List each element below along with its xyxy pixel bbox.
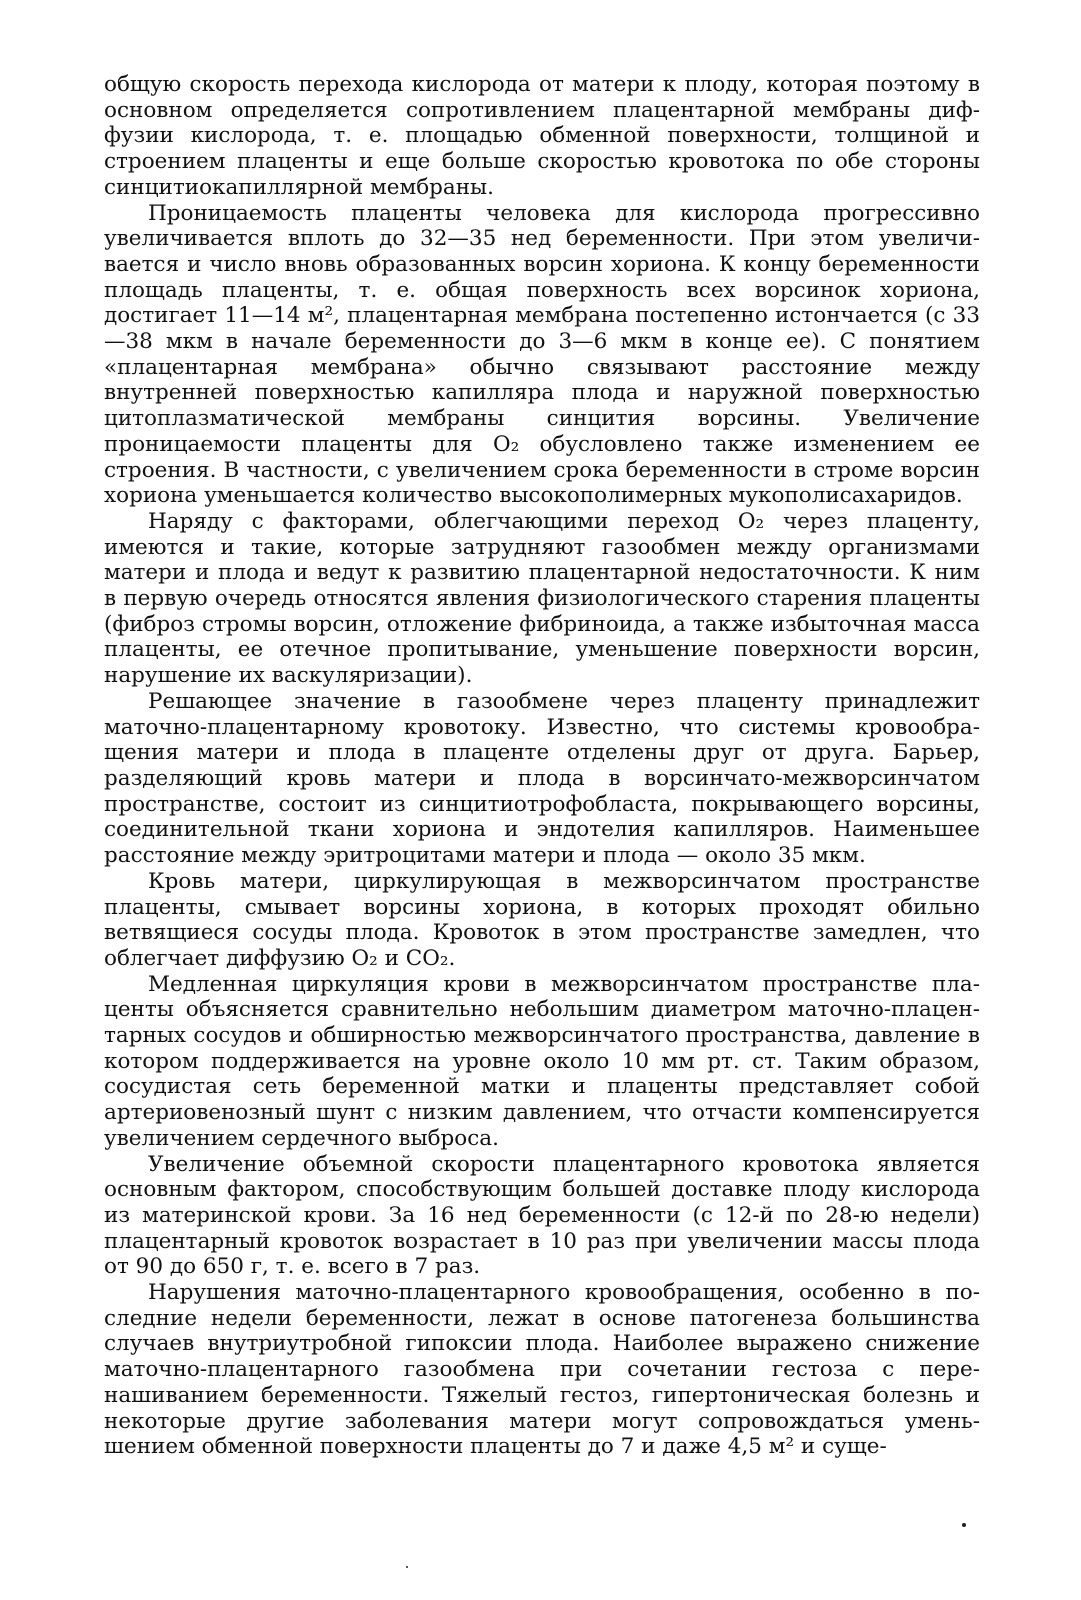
page-text: [104, 72, 980, 1460]
paragraph-4: Решающее значение в газообмене через плаценту принадлежит маточно-плацентарному кровотоку. Известно, что системы кровообращения матери и плода в плаценте отделены друг от друга. Барьер, разделяющий кровь матери и плода в ворсинчато-межворсинчатом пространстве, состоит из синцитиотрофобласта, покрывающего ворсины, соединительной ткани хориона и эндотелия капилляров. Наименьшее расстояние между эритроцитами матери и плода — около 35 мкм.: [104, 688, 980, 869]
paragraph-2: Проницаемость плаценты человека для кислорода прогрессивно увеличивается вплоть до 32—35 нед беременности. При этом увеличивается и число вновь образованных ворсин хориона. К концу беременности площадь плаценты, т. е. общая поверхность всех ворсинок хориона, достигает 11—14 м², плацентарная мембрана постепенно истончается (с 33—38 мкм в начале беременности до 3—6 мкм в конце ее). С понятием «плацентарная мембрана» обычно связывают расстояние между внутренней поверхностью капилляра плода и наружной поверхностью цитоплазматической мембраны синцития ворсины. Увеличение проницаемости плаценты для O₂ обусловлено также изменением ее строения. В частности, с увеличением срока беременности в строме ворсин хориона уменьшается количество высокополимерных мукополисахаридов.: [104, 200, 980, 509]
paragraph-5: Кровь матери, циркулирующая в межворсинчатом пространстве плаценты, смывает ворсины хориона, в которых проходят обильно ветвящиеся сосуды плода. Кровоток в этом пространстве замедлен, что облегчает диффузию O₂ и CO₂.: [104, 868, 980, 971]
paragraph-6: Медленная циркуляция крови в межворсинчатом пространстве плаценты объясняется сравнительно небольшим диаметром маточно-плацентарных сосудов и обширностью межворсинчатого пространства, давление в котором поддерживается на уровне около 10 мм рт. ст. Таким образом, сосудистая сеть беременной матки и плаценты представляет собой артериовенозный шунт с низким давлением, что отчасти компенсируется увеличением сердечного выброса.: [104, 971, 980, 1151]
paragraph-8: Нарушения маточно-плацентарного кровообращения, особенно в последние недели беременности, лежат в основе патогенеза большинства случаев внутриутробной гипоксии плода. Наиболее выражено снижение маточно-плацентарного газообмена при сочетании гестоза с перенашиванием беременности. Тяжелый гестоз, гипертоническая болезнь и некоторые другие заболевания матери могут сопровождаться уменьшением обменной поверхности плаценты до 7 и даже 4,5 м² и суще-: [104, 1280, 980, 1460]
paragraph-1: общую скорость перехода кислорода от матери к плоду, которая поэтому в основном определяется сопротивлением плацентарной мембраны диффузии кислорода, т. е. площадью обменной поверхности, толщиной и строением плаценты и еще больше скоростью кровотока по обе стороны синцитиокапиллярной мембраны.: [104, 72, 980, 200]
paragraph-3: Наряду с факторами, облегчающими переход O₂ через плаценту, имеются и такие, которые затрудняют газообмен между организмами матери и плода и ведут к развитию плацентарной недостаточности. К ним в первую очередь относятся явления физиологического старения плаценты (фиброз стромы ворсин, отложение фибриноида, а также избыточная масса плаценты, ее отечное пропитывание, уменьшение поверхности ворсин, нарушение их васкуляризации).: [104, 508, 980, 689]
paragraph-7: Увеличение объемной скорости плацентарного кровотока является основным фактором, способствующим большей доставке плоду кислорода из материнской крови. За 16 нед беременности (с 12-й по 28-ю недели) плацентарный кровоток возрастает в 10 раз при увеличении массы плода от 90 до 650 г, т. е. всего в 7 раз.: [104, 1151, 980, 1280]
scan-speck-1: [962, 1523, 966, 1527]
scan-speck-2: [406, 1566, 408, 1568]
